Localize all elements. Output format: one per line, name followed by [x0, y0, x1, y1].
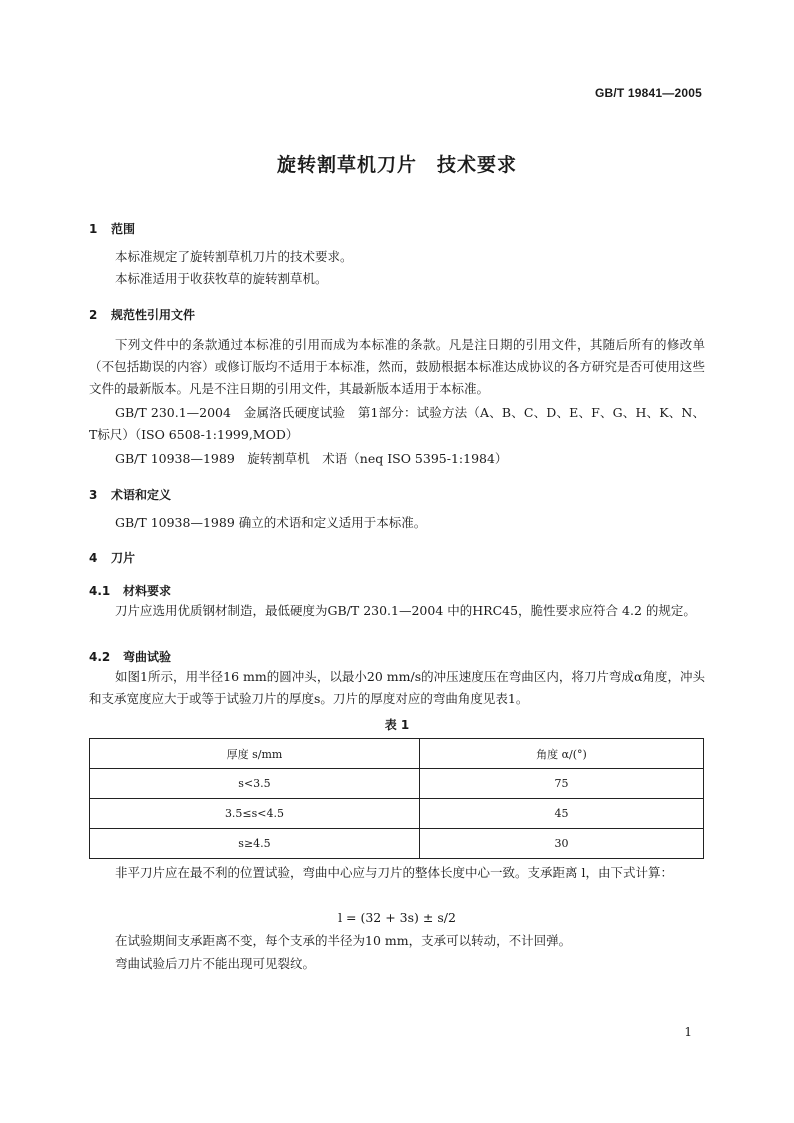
section-number: 2 [89, 308, 98, 322]
angle-cell: 75 [419, 769, 703, 799]
page-number: 1 [684, 1025, 692, 1039]
no-cracks-text: 弯曲试验后刀片不能出现可见裂纹。 [115, 956, 316, 971]
section-title: 范围 [111, 222, 136, 236]
thickness-cell: s≥4.5 [90, 829, 420, 859]
angle-cell: 45 [419, 799, 703, 829]
document-title: 旋转割草机刀片 技术要求 [276, 154, 517, 176]
material-requirements-text: 刀片应选用优质钢材制造，最低硬度为GB/T 230.1—2004 中的HRC45，脆性要求应符合 4.2 的规定。 [115, 603, 696, 618]
support-radius-text: 在试验期间支承距离不变，每个支承的半径为10 mm，支承可以转动，不计回弹。 [115, 933, 572, 948]
thickness-column-header: 厚度 s/mm [90, 739, 420, 769]
section-4-2-heading [89, 648, 171, 665]
section-number: 1 [89, 222, 98, 236]
angle-cell: 30 [419, 829, 703, 859]
bending-test-text: 如图1所示，用半径16 mm的圆冲头，以最小20 mm/s的冲压速度压在弯曲区内，将刀片弯成α角度，冲头和支承宽度应大于或等于试验刀片的厚度s。刀片的厚度对应的弯曲角度见表1。 [89, 669, 705, 706]
table-row [90, 769, 704, 799]
table-caption: 表 1 [384, 718, 410, 732]
thickness-cell: s<3.5 [90, 769, 420, 799]
section-number: 3 [89, 488, 98, 502]
table-header-row [90, 739, 704, 769]
section-2-heading [89, 306, 195, 323]
angle-column-header: 角度 α/(°) [419, 739, 703, 769]
section-4-heading [89, 549, 135, 566]
section-title: 规范性引用文件 [111, 308, 196, 322]
section-number: 4.2 [89, 650, 111, 664]
table-row [90, 799, 704, 829]
section-1-heading [89, 220, 135, 237]
section-title: 材料要求 [123, 584, 172, 598]
scope-paragraph-2: 本标准适用于收获牧草的旋转割草机。 [115, 271, 328, 286]
reference-gbt-230-1: GB/T 230.1—2004 金属洛氏硬度试验 第1部分：试验方法（A、B、C、D、E、F、G、H、K、N、T标尺）（ISO 6508-1:1999,MOD） [89, 405, 705, 442]
section-title: 弯曲试验 [123, 650, 172, 664]
thickness-cell: 3.5≤s<4.5 [90, 799, 420, 829]
table-row [90, 829, 704, 859]
standard-code: GB/T 19841—2005 [594, 86, 702, 100]
support-distance-text: 非平刀片应在最不利的位置试验，弯曲中心应与刀片的整体长度中心一致。支承距离 l，由下式计算： [115, 865, 673, 880]
scope-paragraph-1: 本标准规定了旋转割草机刀片的技术要求。 [115, 249, 353, 264]
reference-gbt-10938: GB/T 10938—1989 旋转割草机 术语（neq ISO 5395-1:1984） [115, 451, 508, 466]
normative-references-intro: 下列文件中的条款通过本标准的引用而成为本标准的条款。凡是注日期的引用文件，其随后所有的修改单（不包括勘误的内容）或修订版均不适用于本标准，然而，鼓励根据本标准达成协议的各方研究是否可使用这些文件的最新版本。凡是不注日期的引用文件，其最新版本适用于本标准。 [89, 337, 705, 396]
section-4-1-heading [89, 582, 171, 599]
section-title: 刀片 [111, 551, 136, 565]
terms-definitions-text: GB/T 10938—1989 确立的术语和定义适用于本标准。 [115, 515, 427, 530]
thickness-angle-table [89, 738, 704, 859]
support-distance-formula: l = (32 + 3s) ± s/2 [338, 910, 456, 925]
section-title: 术语和定义 [111, 488, 172, 502]
section-number: 4 [89, 551, 98, 565]
section-number: 4.1 [89, 584, 111, 598]
section-3-heading [89, 486, 171, 503]
